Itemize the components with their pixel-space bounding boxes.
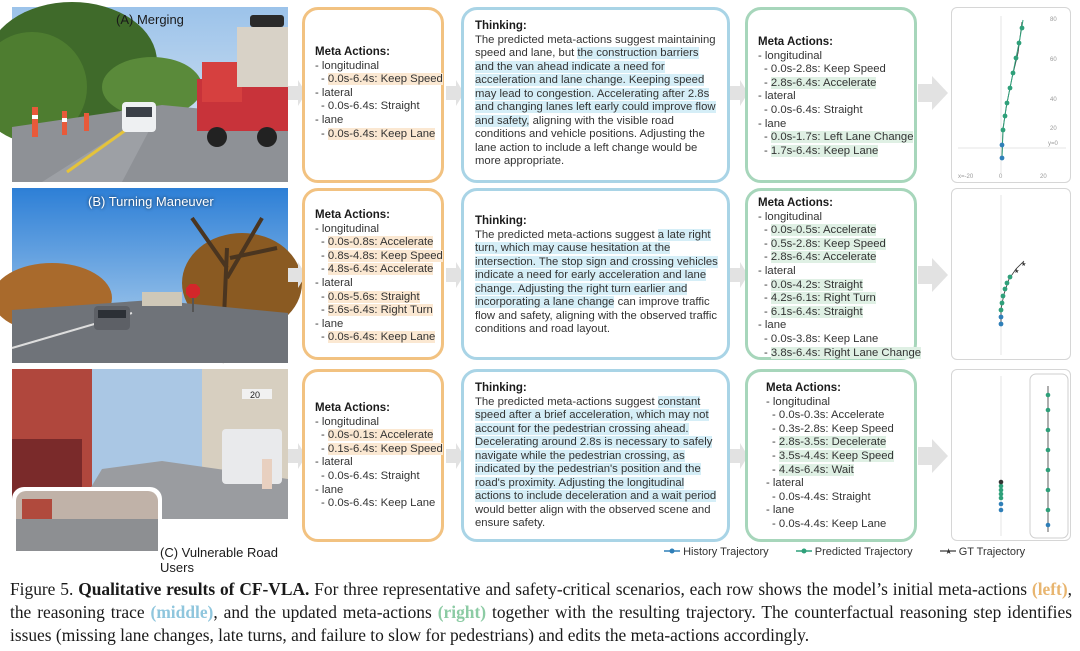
caption-label: Figure 5. (10, 579, 74, 599)
meta-action-text: 1.7s-6.4s: Keep Lane (770, 144, 879, 157)
meta-action-text: 0.0s-4.2s: Straight (770, 278, 863, 291)
updated-meta-actions-card-b (745, 188, 922, 360)
meta-action-category: - longitudinal (315, 59, 380, 72)
meta-action-item: - 0.0s-2.8s: Keep Speed (764, 63, 886, 76)
meta-action-category: - lane (315, 113, 344, 126)
meta-action-category: - longitudinal (758, 210, 823, 223)
meta-action-item: - 0.1s-6.4s: Keep Speed (321, 442, 443, 455)
legend-predicted-label: Predicted Trajectory (814, 546, 913, 558)
scene-label-turning: (B) Turning Maneuver (88, 194, 214, 209)
thinking-card-b (461, 188, 730, 360)
meta-action-category: - lateral (758, 90, 796, 103)
updated-meta-actions-card-a (745, 7, 917, 183)
meta-action-text: 0.0s-3.8s: Keep Lane (770, 332, 879, 345)
meta-action-category: - lane (758, 117, 787, 130)
meta-action-text: 5.6s-6.4s: Right Turn (327, 304, 433, 317)
meta-action-category: - lateral (758, 264, 796, 277)
meta-action-text: 2.8s-6.4s: Accelerate (770, 76, 877, 89)
meta-action-text: 0.0s-5.6s: Straight (327, 290, 420, 303)
plot-a-ytick: y=0 (1048, 141, 1058, 147)
caption-middle: (middle) (150, 602, 214, 622)
meta-action-text: 0.0s-6.4s: Straight (770, 103, 863, 116)
scene-image-merging (12, 7, 288, 182)
meta-action-text: 0.8s-4.8s: Keep Speed (327, 249, 443, 262)
meta-action-item: - 0.0s-0.1s: Accelerate (321, 429, 434, 442)
meta-action-text: 0.0s-6.4s: Keep Lane (327, 331, 436, 344)
meta-action-item: - 0.0s-3.8s: Keep Lane (764, 332, 879, 345)
meta-action-text: 6.1s-6.4s: Straight (770, 305, 863, 318)
meta-action-category: - lane (315, 483, 344, 496)
meta-action-text: 3.8s-6.4s: Right Lane Change (770, 346, 922, 359)
caption-text-1: For three representative and safety-critical scenarios, each row shows the model’s initial meta-actions (314, 579, 1028, 599)
thinking-highlight: a late right turn, which may cause hesitation at the intersection. The stop sign and crossing vehicles indicate a need for early acceleration and lane change. Adjusting the right turn earlier and incorporating a lane change (475, 228, 718, 309)
meta-action-text: lane (321, 113, 344, 126)
plot-a-ytick: 60 (1050, 57, 1057, 63)
card-title: Meta Actions: (758, 197, 833, 209)
thinking-title: Thinking: (475, 382, 527, 394)
meta-action-item: - 0.0s-6.4s: Straight (321, 100, 420, 113)
meta-action-category: - lane (766, 504, 795, 517)
meta-action-text: longitudinal (772, 395, 831, 408)
meta-action-item: - 2.8s-6.4s: Accelerate (764, 251, 877, 264)
meta-actions-list (315, 222, 443, 345)
meta-action-text: 0.0s-0.5s: Accelerate (770, 224, 877, 237)
meta-action-category: - longitudinal (758, 49, 823, 62)
meta-action-text: 3.5s-4.4s: Keep Speed (778, 449, 894, 462)
card-title: Meta Actions: (758, 36, 833, 48)
meta-action-item: - 3.5s-4.4s: Keep Speed (772, 449, 894, 462)
scene-label-vulnerable: (C) Vulnerable Road Users (160, 545, 279, 575)
caption-text-2: , the reasoning trace (10, 579, 1072, 622)
meta-action-text: 2.8s-6.4s: Accelerate (770, 251, 877, 264)
plot-a-ytick: 40 (1050, 97, 1057, 103)
card-title: Meta Actions: (315, 209, 390, 221)
plot-c-svg (952, 370, 1072, 542)
card-title: Meta Actions: (315, 402, 390, 414)
meta-action-item: - 0.8s-4.8s: Keep Speed (321, 249, 443, 262)
meta-action-text: lateral (321, 86, 353, 99)
meta-action-item: - 0.0s-0.8s: Accelerate (321, 236, 434, 249)
meta-action-item: - 0.0s-6.4s: Keep Speed (321, 73, 443, 86)
meta-action-text: longitudinal (321, 415, 380, 428)
meta-action-text: 0.0s-0.3s: Accelerate (778, 409, 885, 422)
trajectory-plot-b (951, 188, 1071, 360)
meta-action-item: - 0.0s-6.4s: Straight (764, 103, 863, 116)
meta-action-text: longitudinal (321, 222, 380, 235)
scene-image-vulnerable-road-users (12, 369, 288, 575)
meta-action-text: lane (764, 319, 787, 332)
meta-action-item: - 3.8s-6.4s: Right Lane Change (764, 346, 922, 359)
meta-actions-list (315, 415, 443, 511)
meta-action-category: - lane (315, 317, 344, 330)
thinking-segment: can improve traffic flow and safety, aligning with the observed traffic conditions and road layout. (475, 296, 717, 336)
initial-meta-actions-card-c (302, 369, 444, 542)
trajectory-plot-a (951, 7, 1071, 183)
meta-action-text: lane (321, 483, 344, 496)
caption-left: (left) (1031, 579, 1068, 599)
trajectory-legend (664, 546, 1068, 562)
plot-b-svg (952, 189, 1072, 361)
legend-gt-label: GT Trajectory (958, 546, 1026, 558)
arrow-b-4 (918, 258, 948, 292)
meta-action-item: - 0.0s-1.7s: Left Lane Change (764, 131, 914, 144)
meta-action-text: lateral (772, 477, 804, 490)
thinking-segment: The predicted meta-actions suggest (475, 395, 658, 408)
initial-meta-actions-card-a (302, 7, 444, 183)
meta-action-text: longitudinal (764, 49, 823, 62)
figure-caption (10, 578, 1072, 648)
thinking-text (475, 34, 719, 169)
meta-action-category: - lateral (315, 276, 353, 289)
meta-action-text: lateral (321, 456, 353, 469)
plot-a-xtick: 0 (999, 174, 1003, 180)
meta-action-category: - lateral (766, 477, 804, 490)
meta-action-text: 0.0s-6.4s: Straight (327, 100, 420, 113)
plot-a-ytick: 20 (1050, 126, 1057, 132)
meta-action-category: - lateral (315, 456, 353, 469)
thinking-segment: aligning with the visible road conditions and vehicle positions. Adjusting the lane action to include a left change would be more appropriate. (475, 114, 705, 168)
arrow-a-4 (918, 76, 948, 110)
meta-action-text: lane (772, 504, 795, 517)
meta-action-item: - 0.3s-2.8s: Keep Speed (772, 422, 894, 435)
meta-action-item: - 4.2s-6.1s: Right Turn (764, 292, 876, 305)
meta-actions-list (315, 59, 443, 142)
thinking-segment: The predicted meta-actions suggest maintaining speed and lane, but (475, 33, 716, 60)
meta-action-text: 2.8s-3.5s: Decelerate (778, 436, 887, 449)
plot-a-svg (952, 8, 1072, 184)
meta-action-text: 0.0s-0.8s: Accelerate (327, 236, 434, 249)
thinking-highlight: the construction barriers and the van ahead indicate a need for acceleration and lane change. Keeping speed may lead to congestion. Accelerating after 2.8s and changing lanes left early could improve flow and safety, (475, 47, 716, 127)
meta-action-text: longitudinal (764, 210, 823, 223)
caption-text-4: together with the resulting trajectory. The counterfactual reasoning step identifies issues (missing lane changes, late turns, and failure to slow for pedestrians) and edits the meta-actions accordingly. (10, 602, 1072, 645)
meta-action-item: - 0.0s-6.4s: Keep Lane (321, 497, 436, 510)
thinking-text (475, 229, 719, 337)
scene-image-turning (12, 188, 288, 363)
meta-action-text: lateral (764, 264, 796, 277)
thinking-highlight: constant speed after a brief acceleration, which may not account for the pedestrian crossing ahead. Decelerating around 2.8s is necessary to safely navigate while the pedestrian crossing, as indicated by the pedestrian's position and the road's proximity. Adjusting the longitudinal actions to include deceleration and a wait period (475, 395, 717, 503)
meta-action-item: - 0.0s-4.4s: Straight (772, 490, 871, 503)
meta-action-category: - longitudinal (766, 395, 831, 408)
meta-action-text: 0.0s-2.8s: Keep Speed (770, 63, 886, 76)
thinking-title: Thinking: (475, 215, 527, 227)
meta-actions-list (758, 210, 922, 361)
trajectory-plot-c (951, 369, 1071, 541)
meta-action-item: - 1.7s-6.4s: Keep Lane (764, 144, 879, 157)
plot-a-ytick: 80 (1050, 17, 1057, 23)
scene-label-merging: (A) Merging (116, 12, 184, 27)
meta-action-item: - 0.0s-0.3s: Accelerate (772, 409, 885, 422)
meta-action-text: 0.5s-2.8s: Keep Speed (770, 237, 886, 250)
meta-action-text: lateral (764, 90, 796, 103)
plot-a-xtick: x=-20 (958, 174, 974, 180)
meta-action-item: - 2.8s-3.5s: Decelerate (772, 436, 887, 449)
caption-right: (right) (437, 602, 487, 622)
meta-action-text: 0.0s-0.1s: Accelerate (327, 429, 434, 442)
thinking-card-a (461, 7, 730, 183)
meta-action-item: - 0.0s-0.5s: Accelerate (764, 224, 877, 237)
meta-action-item: - 0.0s-4.4s: Keep Lane (772, 517, 887, 530)
legend-gt (940, 546, 1038, 558)
meta-action-category: - longitudinal (315, 222, 380, 235)
meta-action-text: 0.0s-6.4s: Keep Lane (327, 127, 436, 140)
initial-meta-actions-card-b (302, 188, 444, 360)
legend-history (664, 546, 781, 558)
meta-action-item: - 0.0s-5.6s: Straight (321, 290, 420, 303)
meta-action-text: 0.1s-6.4s: Keep Speed (327, 442, 443, 455)
meta-action-item: - 5.6s-6.4s: Right Turn (321, 304, 433, 317)
meta-action-item: - 0.0s-6.4s: Keep Lane (321, 331, 436, 344)
plot-a-xtick: 20 (1040, 174, 1047, 180)
meta-action-item: - 4.8s-6.4s: Accelerate (321, 263, 434, 276)
meta-action-text: 0.0s-1.7s: Left Lane Change (770, 131, 914, 144)
meta-action-text: lateral (321, 276, 353, 289)
meta-action-category: - lateral (315, 86, 353, 99)
meta-action-text: 4.4s-6.4s: Wait (778, 463, 854, 476)
svg-text:★: ★ (1014, 269, 1020, 275)
meta-action-text: 4.8s-6.4s: Accelerate (327, 263, 434, 276)
meta-action-text: 4.2s-6.1s: Right Turn (770, 292, 876, 305)
card-title: Meta Actions: (315, 46, 390, 58)
thinking-segment: The predicted meta-actions suggest (475, 228, 658, 241)
legend-predicted (796, 546, 925, 558)
thinking-text (475, 396, 719, 531)
svg-text:★: ★ (944, 547, 952, 556)
caption-title: Qualitative results of CF-VLA. (78, 579, 310, 599)
thinking-card-c (461, 369, 730, 542)
meta-action-item: - 0.0s-4.2s: Straight (764, 278, 863, 291)
meta-action-text: 0.0s-6.4s: Keep Lane (327, 497, 436, 510)
meta-action-category: - lane (758, 319, 787, 332)
meta-action-text: 0.3s-2.8s: Keep Speed (778, 422, 894, 435)
meta-action-text: 0.0s-4.4s: Straight (778, 490, 871, 503)
meta-action-item: - 0.0s-6.4s: Keep Lane (321, 127, 436, 140)
arrow-c-4 (918, 439, 948, 473)
meta-action-item: - 6.1s-6.4s: Straight (764, 305, 863, 318)
caption-text-3: , and the updated meta-actions (213, 602, 432, 622)
meta-action-category: - longitudinal (315, 415, 380, 428)
meta-actions-list (766, 396, 906, 532)
meta-action-text: 0.0s-6.4s: Straight (327, 469, 420, 482)
thinking-title: Thinking: (475, 20, 527, 32)
legend-history-label: History Trajectory (683, 546, 769, 558)
meta-actions-list (758, 49, 914, 159)
card-title: Meta Actions: (766, 382, 841, 394)
meta-action-item: - 0.5s-2.8s: Keep Speed (764, 237, 886, 250)
meta-action-item: - 2.8s-6.4s: Accelerate (764, 76, 877, 89)
meta-action-text: lane (321, 317, 344, 330)
meta-action-text: longitudinal (321, 59, 380, 72)
meta-action-text: 0.0s-4.4s: Keep Lane (778, 517, 887, 530)
meta-action-text: lane (764, 117, 787, 130)
meta-action-text: 0.0s-6.4s: Keep Speed (327, 73, 443, 86)
updated-meta-actions-card-c (745, 369, 917, 542)
speed-sign-text: 20 (250, 390, 261, 400)
svg-text:★: ★ (1021, 262, 1027, 268)
thinking-segment: would better align with the observed scene and ensure safety. (475, 503, 711, 530)
meta-action-item: - 0.0s-6.4s: Straight (321, 469, 420, 482)
meta-action-item: - 4.4s-6.4s: Wait (772, 463, 854, 476)
